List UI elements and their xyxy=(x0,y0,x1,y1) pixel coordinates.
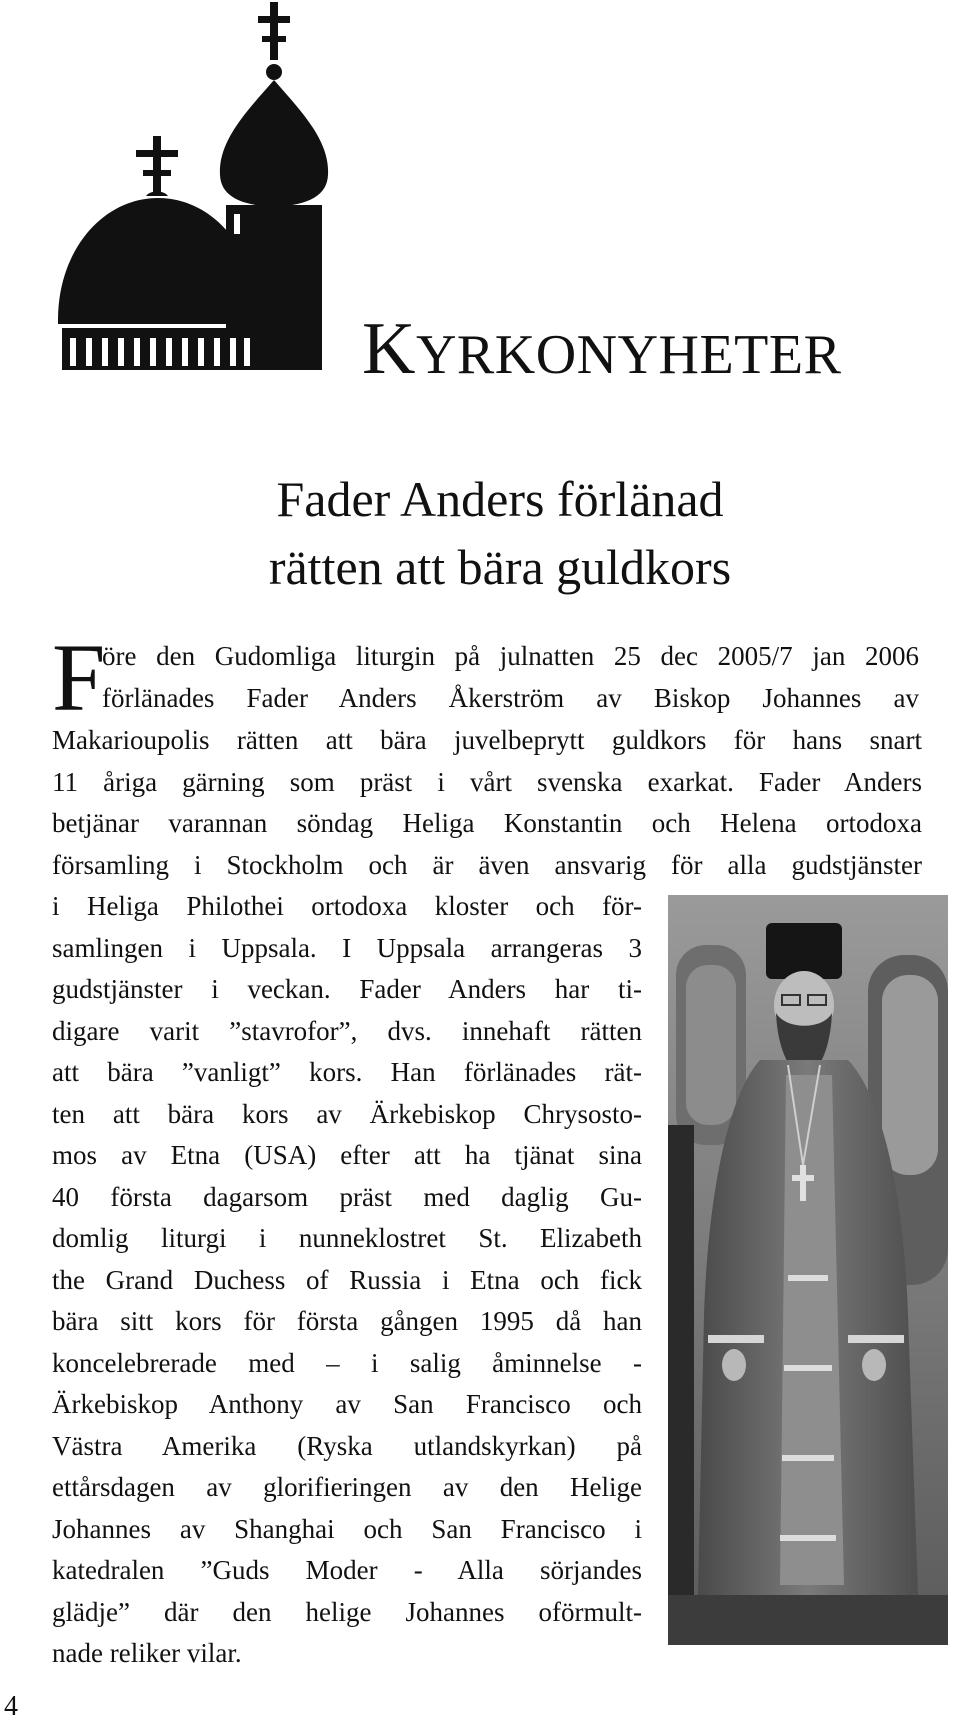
drop-cap: F xyxy=(52,624,106,731)
body-line: Makarioupolis rätten att bära juvelbeprytt guldkors för hans snart xyxy=(52,725,922,755)
body-line: Johannes av Shanghai och San Francisco i xyxy=(52,1513,642,1544)
body-line: katedralen ”Guds Moder - Alla sörjandes xyxy=(52,1555,642,1585)
body-line: ettårsdagen av glorifieringen av den Helige xyxy=(52,1472,642,1502)
section-title-rest: YRKONYHETER xyxy=(415,324,842,386)
body-line: the Grand Duchess of Russia i Etna och fick xyxy=(52,1264,642,1295)
drop-cap-paragraph-start xyxy=(52,624,960,731)
body-line: öre den Gudomliga liturgin på julnatten 25 dec 2005/7 jan 2006 xyxy=(102,641,919,671)
article-title-line-2: rätten att bära guldkors xyxy=(268,539,732,595)
body-line: mos av Etna (USA) efter att ha tjänat sina xyxy=(52,1140,642,1170)
section-title xyxy=(362,308,842,390)
body-line: ten att bära kors av Ärkebiskop Chrysosto- xyxy=(52,1098,642,1129)
body-line: gudstjänster i veckan. Fader Anders har ti- xyxy=(52,974,642,1004)
body-line: glädje” där den helige Johannes oförmult- xyxy=(52,1596,642,1627)
body-line: Västra Amerika (Ryska utlandskyrkan) på xyxy=(52,1430,642,1461)
body-line: 40 första dagarsom präst med daglig Gu- xyxy=(52,1181,642,1212)
body-line: digare varit ”stavrofor”, dvs. innehaft rätten xyxy=(52,1015,642,1046)
section-title-initial: K xyxy=(362,308,416,390)
body-line: betjänar varannan söndag Heliga Konstantin och Helena ortodoxa xyxy=(52,808,922,838)
article-title-line-1: Fader Anders förlänad xyxy=(276,471,724,527)
body-line: församling i Stockholm och är även ansvarig för alla gudstjänster xyxy=(52,849,922,880)
article-title xyxy=(0,465,960,601)
body-line: bära sitt kors för första gången 1995 då han xyxy=(52,1306,642,1336)
body-line: koncelebrerade med – i salig åminnelse - xyxy=(52,1347,642,1378)
drop-cap-lines xyxy=(102,636,919,719)
body-line: förlänades Fader Anders Åkerström av Biskop Johannes av xyxy=(102,682,919,713)
church-domes-logo-icon xyxy=(58,0,368,375)
body-line: i Heliga Philothei ortodoxa kloster och för- xyxy=(52,891,642,921)
body-line: nade reliker vilar. xyxy=(52,1638,242,1668)
page-number: 4 xyxy=(4,1691,18,1722)
body-line: 11 åriga gärning som präst i vårt svenska exarkat. Fader Anders xyxy=(52,766,922,797)
priest-photo xyxy=(668,895,948,1645)
body-line: samlingen i Uppsala. I Uppsala arrangeras 3 xyxy=(52,932,642,963)
body-line: domlig liturgi i nunneklostret St. Elizabeth xyxy=(52,1223,642,1253)
body-line: att bära ”vanligt” kors. Han förlänades rät- xyxy=(52,1057,642,1087)
body-line: Ärkebiskop Anthony av San Francisco och xyxy=(52,1389,642,1419)
